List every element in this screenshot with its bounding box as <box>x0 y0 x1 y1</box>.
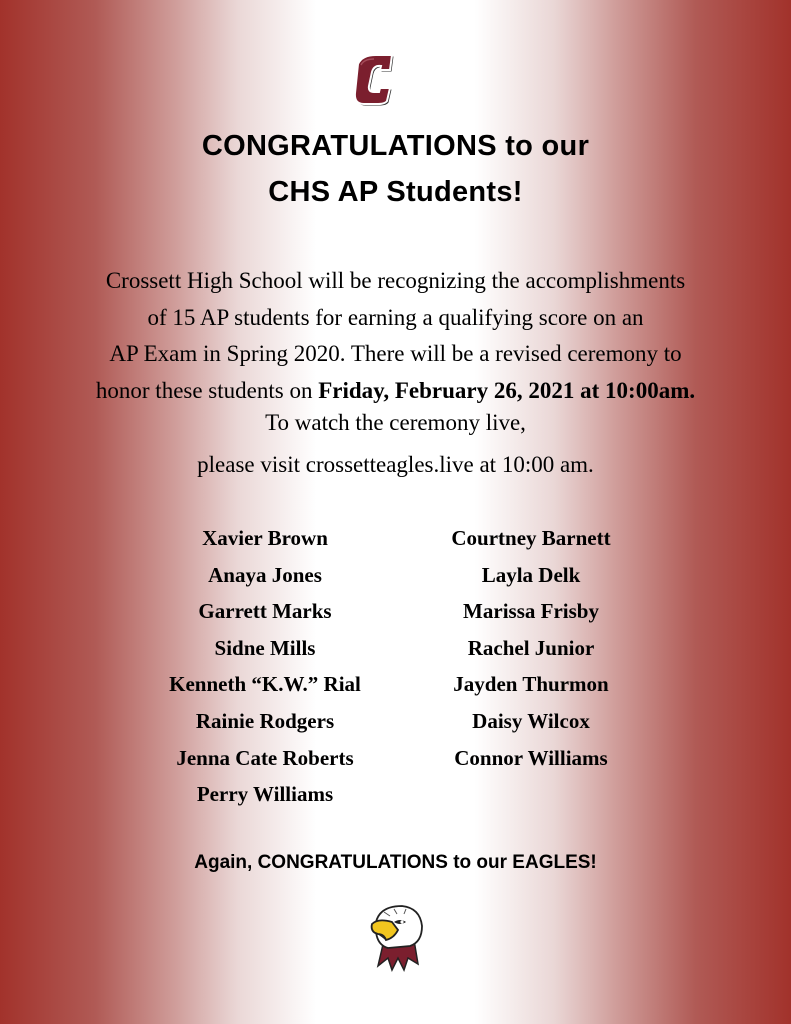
intro-line-1: Crossett High School will be recognizing the accomplishments <box>105 268 686 293</box>
intro-line-4-prefix: honor these students on <box>95 377 319 403</box>
student-list-left <box>140 520 390 813</box>
intro-line-2: of 15 AP students for earning a qualifying score on an <box>147 304 644 330</box>
student-name: Rainie Rodgers <box>195 708 335 733</box>
heading-line-1: CONGRATULATIONS to our <box>201 130 590 162</box>
student-name: Xavier Brown <box>202 526 328 550</box>
student-list-right <box>406 520 656 776</box>
watch-line-2: please visit crossetteagles.live at 10:00 am. <box>197 452 594 477</box>
student-name: Kenneth “K.W.” Rial <box>169 672 361 697</box>
closing-message: Again, CONGRATULATIONS to our EAGLES! <box>194 852 597 873</box>
ceremony-date: Friday, February 26, 2021 at 10:00am. <box>318 377 696 403</box>
student-name: Sidne Mills <box>214 635 316 660</box>
student-name: Jayden Thurmon <box>453 672 609 697</box>
student-name: Anaya Jones <box>208 562 322 587</box>
heading-line-2: CHS AP Students! <box>268 176 523 208</box>
student-name: Garrett Marks <box>198 599 332 624</box>
intro-paragraph <box>40 263 751 409</box>
student-name: Perry Williams <box>196 782 334 807</box>
student-name: Courtney Barnett <box>451 526 611 550</box>
student-name: Daisy Wilcox <box>472 708 590 733</box>
student-name: Marissa Frisby <box>463 599 599 624</box>
student-name: Connor Williams <box>454 745 608 770</box>
student-name: Rachel Junior <box>467 635 595 660</box>
school-c-logo-icon <box>352 52 398 106</box>
watch-line-1: To watch the ceremony live, <box>265 410 526 435</box>
intro-line-3: AP Exam in Spring 2020. There will be a revised ceremony to <box>109 341 682 366</box>
student-name: Jenna Cate Roberts <box>176 745 354 770</box>
watch-info <box>0 402 791 486</box>
eagle-head-icon <box>364 900 434 972</box>
student-name: Layla Delk <box>481 562 581 587</box>
